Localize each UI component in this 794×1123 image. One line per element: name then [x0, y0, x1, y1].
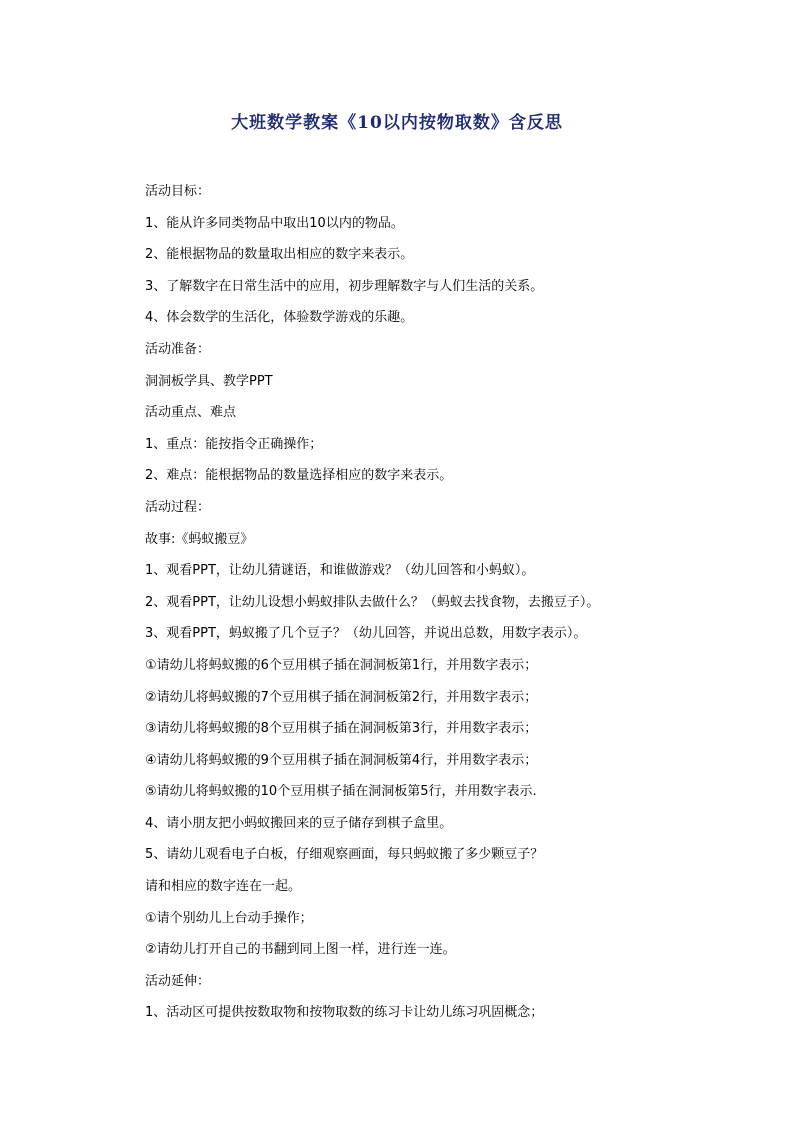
section-heading-goals: 活动目标：	[145, 184, 211, 199]
paragraph-line: 故事:《蚂蚁搬豆》	[145, 531, 254, 547]
paragraph-line: 5、请幼儿观看电子白板，仔细观察画面，每只蚂蚁搬了多少颗豆子？	[145, 847, 544, 863]
document-title: 大班数学教案《10以内按物取数》含反思	[231, 113, 563, 133]
paragraph-line: ③请幼儿将蚂蚁搬的8个豆用棋子插在洞洞板第3行，并用数字表示；	[145, 721, 538, 737]
paragraph-line: ②请幼儿打开自己的书翻到同上图一样，进行连一连。	[145, 942, 456, 958]
paragraph-line: 洞洞板学具、教学PPT	[145, 373, 273, 389]
paragraph-line: ④请幼儿将蚂蚁搬的9个豆用棋子插在洞洞板第4行，并用数字表示；	[145, 752, 538, 768]
paragraph-line: 2、能根据物品的数量取出相应的数字来表示。	[145, 247, 414, 263]
paragraph-line: 1、能从许多同类物品中取出10以内的物品。	[145, 215, 404, 231]
paragraph-line: ①请个别幼儿上台动手操作；	[145, 910, 313, 926]
paragraph-line: 3、了解数字在日常生活中的应用，初步理解数字与人们生活的关系。	[145, 278, 544, 294]
paragraph-line: ②请幼儿将蚂蚁搬的7个豆用棋子插在洞洞板第2行，并用数字表示；	[145, 689, 538, 705]
paragraph-line: ①请幼儿将蚂蚁搬的6个豆用棋子插在洞洞板第1行，并用数字表示；	[145, 657, 538, 673]
paragraph-line: 1、重点：能按指令正确操作；	[145, 436, 323, 452]
section-heading-preparation: 活动准备：	[145, 341, 211, 357]
paragraph-line: ⑤请幼儿将蚂蚁搬的10个豆用棋子插在洞洞板第5行，并用数字表示.	[145, 784, 537, 800]
paragraph-line: 4、体会数学的生活化，体验数学游戏的乐趣。	[145, 310, 414, 326]
section-heading-extension: 活动延伸：	[145, 973, 211, 989]
section-heading-process: 活动过程：	[145, 499, 211, 515]
document-body	[145, 176, 765, 1029]
paragraph-line: 4、请小朋友把小蚂蚁搬回来的豆子储存到棋子盒里。	[145, 815, 453, 831]
section-heading-key-points: 活动重点、难点	[145, 405, 237, 421]
paragraph-line: 2、观看PPT，让幼儿设想小蚂蚁排队去做什么？（蚂蚁去找食物，去搬豆子）。	[145, 594, 600, 610]
paragraph-line: 1、观看PPT，让幼儿猜谜语，和谁做游戏？（幼儿回答和小蚂蚁）。	[145, 563, 535, 579]
paragraph-line: 请和相应的数字连在一起。	[145, 879, 302, 895]
paragraph-line: 1、活动区可提供按数取物和按物取数的练习卡让幼儿练习巩固概念；	[145, 1005, 544, 1021]
paragraph-line: 3、观看PPT，蚂蚁搬了几个豆子？（幼儿回答，并说出总数，用数字表示）。	[145, 626, 587, 642]
paragraph-line: 2、难点：能根据物品的数量选择相应的数字来表示。	[145, 468, 453, 484]
